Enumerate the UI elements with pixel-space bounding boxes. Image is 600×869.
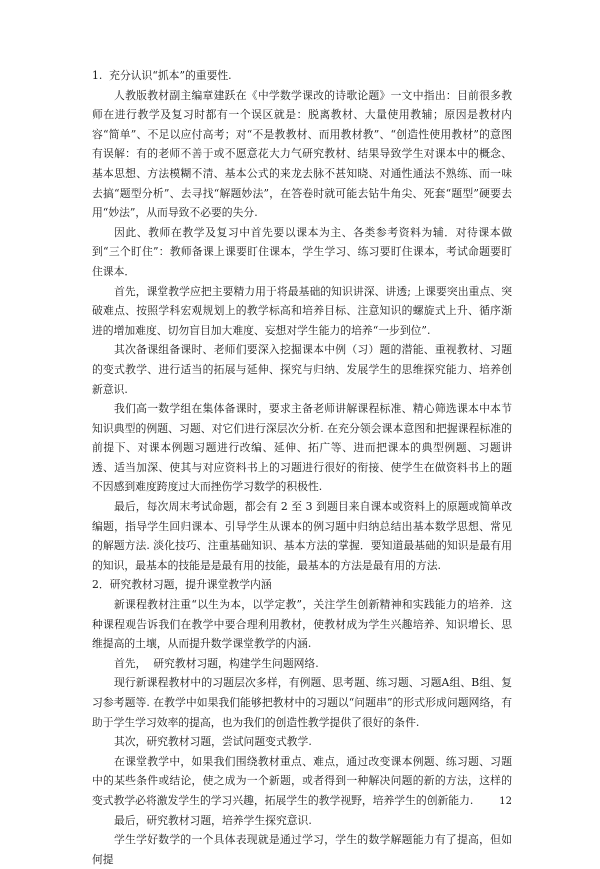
- paragraph: 首先，课堂教学应把主要精力用于将最基础的知识讲深、讲透; 上课要突出重点、突破难点、按照学科宏观规划上的教学标高和培养目标、注意知识的螺旋式上升、循序渐进的增加难度、切勿盲目加大难度、妄想对学生能力的培养“一步到位”.: [92, 284, 512, 337]
- page-number: 12: [499, 796, 512, 807]
- section-heading-1: 1. 充分认识“抓本”的重要性.: [92, 69, 232, 82]
- paragraph: 我们高一数学组在集体备课时，要求主备老师讲解课程标准、精心筛选课本中本节知识典型的例题、习题、对它们进行深层次分析. 在充分领会课本意图和把握课程标准的前提下、对课本例题习题进行改编、延伸、拓广等、进而把课本的典型例题、习题讲透、适当加深、使其与对应资料书上的习题进行很好的衔接、使学生在做资料书上的题不因感到难度跨度过大而挫伤学习数学的积极性.: [92, 402, 512, 494]
- paragraph: 新课程教材注重“以生为本，以学定教”，关注学生创新精神和实践能力的培养．这种课程观告诉我们在教学中要合理利用教材，使教材成为学生兴趣培养、知识增长、思维提高的土壤，从而提升数学课堂教学的内涵.: [92, 598, 512, 651]
- paragraph: 其次备课组备课时、老师们要深入挖掘课本中例（习）题的潜能、重视教材、习题的变式教学、进行适当的拓展与延伸、探究与归纳、发展学生的思维探究能力、培养创新意识.: [92, 343, 512, 396]
- section-heading-2: 2．研究教材习题，提升课堂教学内涵: [92, 578, 272, 592]
- paragraph: 其次，研究教材习题，尝试问题变式教学.: [114, 735, 312, 749]
- paragraph: 首先， 研究教材习题，构建学生问题网络.: [114, 656, 319, 670]
- paragraph: 因此、教师在教学及复习中首先要以课本为主、各类参考资料为辅．对待课本做到“三个盯住”：教师备课上课要盯住课本，学生学习、练习要盯住课本，考试命题要盯住课本．: [92, 225, 512, 278]
- paragraph: 人教版教材副主编章建跃在《中学数学课改的诗歌论题》一文中指出：目前很多教师在进行教学及复习时都有一个误区就是：脱离教材、大量使用教辅；原因是教材内容“简单”、不足以应付高考；对“不是教教材、而用教材教”、“创造性使用教材”的意图有误解：有的老师不善于或不愿意花大力气研究教材、结果导致学生对课本中的概念、基本思想、方法模糊不清、基本公式的来龙去脉不甚知晓、对通性通法不熟练、而一味去搞“题型分析”、去寻找“解题妙法”，在答卷时就可能去钻牛角尖、死套“题型”硬要去用“妙法”，从而导致不必要的失分.: [92, 88, 512, 220]
- paragraph: 最后，研究教材习题，培养学生探究意识.: [114, 813, 312, 827]
- paragraph: 在课堂教学中，如果我们围绕教材重点、难点，通过改变课本例题、练习题、习题中的某些条件或结论，使之成为一个新题，或者得到一种解决问题的新的方法，这样的变式教学必将激发学生的学习兴趣，拓展学生的教学视野，培养学生的创新能力.: [92, 754, 512, 807]
- body-text: [92, 66, 512, 869]
- paragraph: 学生学好数学的一个具体表现就是通过学习，学生的数学解题能力有了提高，但如何提: [92, 833, 512, 866]
- paragraph: 现行新课程教材中的习题层次多样，有例题、思考题、练习题、习题A组、B组、复习参考题等. 在教学中如果我们能够把教材中的习题以“问题串”的形式形成问题网络，有助于学生学习效率的提高，也为我们的创造性教学提供了很好的条件.: [92, 676, 512, 729]
- paragraph: 最后，每次周末考试命题，都会有 2 至 3 到题目来自课本或资料上的原题或简单改编题，指导学生回归课本、引导学生从课本的例习题中归纳总结出基本数学思想、常见的解题方法. 淡化技巧、注重基础知识、基本方法的掌握．要知道最基础的知识是最有用的知识，最基本的技能是是最有用的技能，最基本的方法是最有用的方法.: [92, 500, 512, 572]
